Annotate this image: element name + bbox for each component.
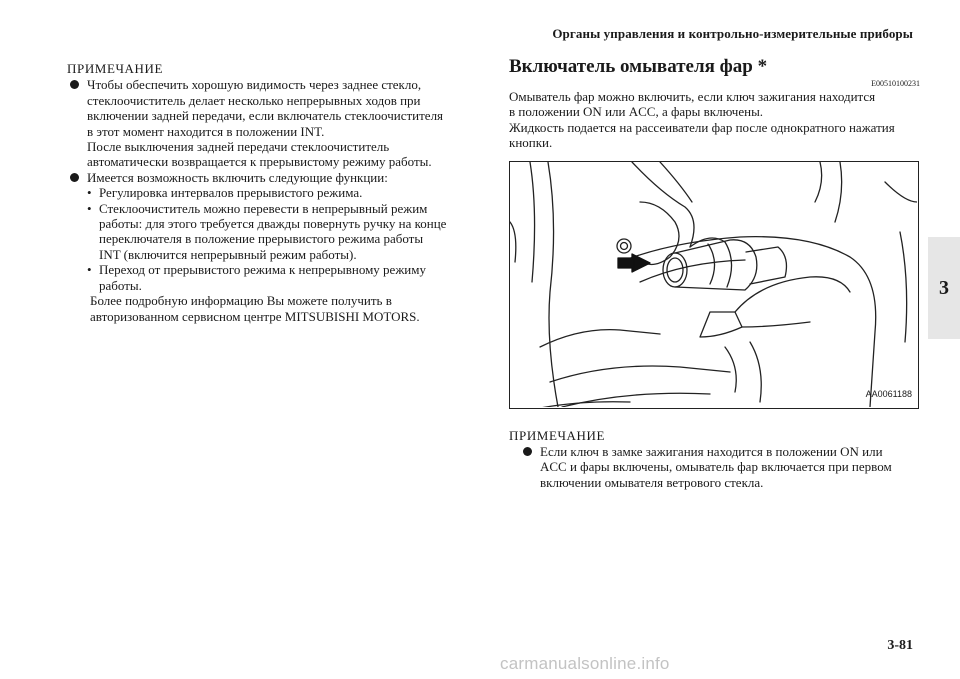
switch-illustration [510,162,917,407]
watermark: carmanualsonline.info [500,654,670,673]
bullet-line: автоматически возвращается к прерывистому режиму работы. [87,154,432,170]
section-code: E00510100231 [871,79,920,88]
bullet-line: стеклоочиститель делает несколько непрерывных ходов при [87,92,421,108]
dealer-line: Более подробную информацию Вы можете получить в [90,293,392,309]
sub-line: работы: для этого требуется дважды повернуть ручку на конце [99,216,447,232]
bullet-dot-icon [70,173,79,182]
note-line: ACC и фары включены, омыватель фар включается при первом [540,459,892,475]
note-line: Если ключ в замке зажигания находится в положении ON или [540,444,883,460]
sub-bullet-icon: • [87,262,92,278]
sub-bullet-icon: • [87,200,92,216]
bullet-dot-icon [70,80,79,89]
figure-code: AA0061188 [865,389,912,400]
sub-item-continuous [67,201,485,263]
sub-bullet-icon: • [87,185,92,201]
bullet-line: включении задней передачи, если включатель стеклоочистителя [87,108,444,124]
dealer-info [67,293,485,324]
section-title: Включатель омывателя фар * [509,56,768,77]
sub-line: INT (включится непрерывный режим работы). [99,246,357,262]
bullet-line: Имеется возможность включить следующие функции: [87,169,388,185]
sub-line: Переход от прерывистого режима к непрерывному режиму [99,262,426,278]
dealer-line: авторизованном сервисном центре MITSUBISHI MOTORS. [90,308,420,324]
note-heading: ПРИМЕЧАНИЕ [509,427,606,443]
left-column [67,61,485,324]
note-bullet-rear-wiper [67,77,485,169]
paragraph-line: Жидкость подается на рассеиватели фар после однократного нажатия [509,119,895,135]
bullet-dot-icon [523,447,532,456]
section-paragraph [509,89,920,151]
page-number: 3-81 [887,638,913,653]
sub-line: работы. [99,277,142,293]
bullet-line: Чтобы обеспечить хорошую видимость через заднее стекло, [87,77,422,93]
right-column [509,56,920,490]
bullet-line: После выключения задней передачи стеклоочиститель [87,139,390,155]
page-header-title: Органы управления и контрольно-измерительные приборы [552,26,913,41]
note-bullet-washer [509,444,920,490]
note-heading: ПРИМЕЧАНИЕ [67,61,164,76]
headlamp-washer-switch-figure [509,161,919,409]
paragraph-line: кнопки. [509,135,553,151]
note-bullet-functions [67,170,485,185]
sub-line: переключателя в положение прерывистого режима работы [99,231,424,247]
paragraph-line: в положении ON или ACC, а фары включены. [509,104,764,120]
chapter-tab: 3 [928,237,960,339]
bullet-line: в этот момент находится в положении INT. [87,123,325,139]
sub-item-transition [67,262,485,293]
sub-line: Регулировка интервалов прерывистого режима. [99,185,363,201]
sub-line: Стеклоочиститель можно перевести в непрерывный режим [99,200,428,216]
paragraph-line: Омыватель фар можно включить, если ключ зажигания находится [509,89,876,104]
note-section [509,428,920,491]
sub-item-interval [67,185,485,200]
note-line: включении омывателя ветрового стекла. [540,474,764,490]
